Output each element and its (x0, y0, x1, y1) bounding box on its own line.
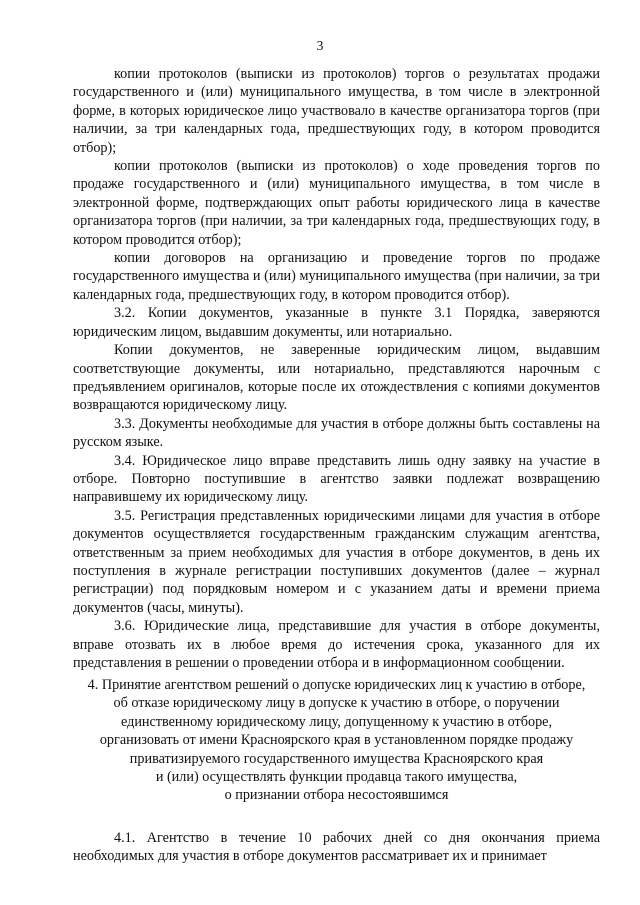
section-heading-line: единственному юридическому лицу, допущенному к участию в отборе, (120, 713, 553, 730)
paragraph: 3.5. Регистрация представленных юридическими лицами для участия в отборе документов осуществляется государственным гражданским служащим агентства, ответственным за прием необходимых для участия в отборе документов, в день их поступления в журнале регистрации поступивших документов (далее – журнал регистрации) под порядковым номером и с указанием даты и времени приема документов (часы, минуты). (73, 507, 600, 616)
body-text (73, 65, 600, 672)
paragraph: 3.6. Юридические лица, представившие для участия в отборе документы, вправе отозвать их в любое время до истечения срока, указанного для их представления в решении о проведении отбора и в информационном сообщении. (73, 618, 600, 671)
paragraph: копии протоколов (выписки из протоколов) о ходе проведения торгов по продаже государственного и (или) муниципального имущества, в том числе в электронной форме, подтверждающих опыт работы юридического лица в качестве организатора торгов (при наличии, за три календарных года, предшествующих году, в котором проводится отбор); (73, 158, 600, 248)
paragraph: 3.3. Документы необходимые для участия в отборе должны быть составлены на русском языке. (73, 415, 600, 451)
paragraph: 3.2. Копии документов, указанные в пункте 3.1 Порядка, заверяются юридическим лицом, выдавшим документы, или нотариально. (73, 305, 600, 340)
section-heading-line: и (или) осуществлять функции продавца такого имущества, (155, 769, 518, 786)
paragraph: Копии документов, не заверенные юридическим лицом, выдавшим соответствующие документы, или нотариально, представляются нарочным с предъявлением оригиналов, которые после их отождествления с копиями документов возвращаются юридическому лицу. (73, 342, 600, 414)
paragraph: копии договоров на организацию и проведение торгов по продаже государственного имущества и (или) муниципального имущества (при наличии, за три календарных года, предшествующих году, в котором проводится отбор). (73, 250, 600, 303)
section-heading-line: 4. Принятие агентством решений о допуске юридических лиц к участию в отборе, (87, 677, 586, 693)
paragraph: 3.4. Юридическое лицо вправе представить лишь одну заявку на участие в отборе. Повторно поступившие в агентство заявки подлежат возвращению направившему их юридическому лицу. (73, 452, 600, 506)
section-heading-line: приватизируемого государственного имущества Красноярского края (129, 750, 544, 767)
section-heading-line: о признании отбора несостоявшимся (224, 787, 449, 804)
section-heading (73, 676, 600, 805)
section-heading-line: об отказе юридическому лицу в допуске к участию в отборе, о поручении (113, 695, 560, 712)
section-body (73, 829, 600, 866)
paragraph: 4.1. Агентство в течение 10 рабочих дней со дня окончания приема необходимых для участия в отборе документов рассматривает их и принимает (73, 830, 600, 865)
section-heading-line: организовать от имени Красноярского края в установленном порядке продажу (99, 732, 574, 749)
page-number: 3 (316, 38, 324, 53)
paragraph: копии протоколов (выписки из протоколов) торгов о результатах продажи государственного и (или) муниципального имущества, в том числе в электронной форме, в которых юридическое лицо участвовало в качестве организатора торгов (при наличии, за три календарных года, предшествующих году, в котором проводится отбор); (73, 66, 600, 156)
